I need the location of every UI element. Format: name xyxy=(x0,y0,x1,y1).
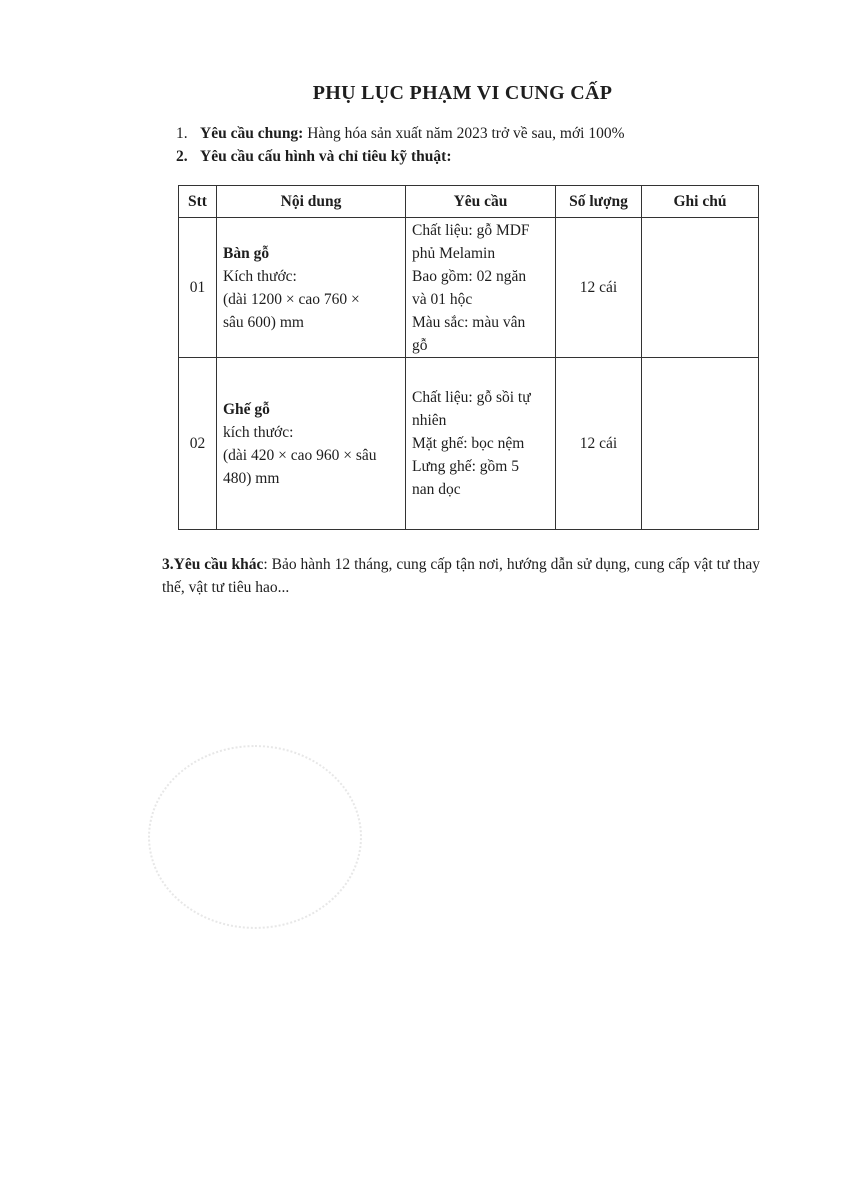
item-detail: kích thước: xyxy=(223,423,294,441)
table-row xyxy=(179,358,759,530)
other-requirements-text: : Bảo hành 12 tháng, cung cấp tận nơi, hướng dẫn sử dụng, cung cấp vật tư thay thế, vật tư tiêu hao... xyxy=(162,556,760,596)
requirement-line: Màu sắc: màu vân xyxy=(412,313,526,331)
requirement-line: Chất liệu: gỗ MDF xyxy=(412,221,530,239)
row-quantity: 12 cái xyxy=(556,218,642,358)
config-requirement-number: 2. xyxy=(176,148,188,165)
header-requirement: Yêu cầu xyxy=(406,186,556,218)
row-quantity: 12 cái xyxy=(556,358,642,530)
requirement-line: Mặt ghế: bọc nệm xyxy=(412,435,525,452)
item-detail: (dài 420 × cao 960 × sâu xyxy=(223,446,377,464)
requirement-line: nan dọc xyxy=(412,481,461,498)
item-name: Bàn gỗ xyxy=(223,244,270,262)
faint-seal-mark xyxy=(148,745,362,929)
requirement-line: Lưng ghế: gồm 5 xyxy=(412,458,519,475)
config-requirement-label: Yêu cầu cấu hình và chỉ tiêu kỹ thuật: xyxy=(200,148,452,165)
general-requirement-number: 1. xyxy=(176,125,188,142)
row-note xyxy=(642,218,759,358)
config-requirement xyxy=(176,147,451,167)
header-content: Nội dung xyxy=(217,186,406,218)
item-detail: (dài 1200 × cao 760 × xyxy=(223,290,360,308)
row-note xyxy=(642,358,759,530)
general-requirement-text: Hàng hóa sản xuất năm 2023 trở về sau, mới 100% xyxy=(307,125,625,142)
row-stt: 01 xyxy=(179,218,217,358)
requirement-line: Chất liệu: gỗ sồi tự xyxy=(412,389,531,406)
requirement-line: nhiên xyxy=(412,412,447,429)
row-requirement xyxy=(406,358,556,530)
requirement-line: Bao gồm: 02 ngăn xyxy=(412,267,527,285)
header-stt: Stt xyxy=(179,186,217,218)
general-requirement xyxy=(176,124,625,144)
requirement-line: gỗ xyxy=(412,336,428,354)
general-requirement-label: Yêu cầu chung: xyxy=(200,125,304,142)
spec-table xyxy=(178,185,759,530)
other-requirements-label: 3.Yêu cầu khác xyxy=(162,556,264,573)
table-row xyxy=(179,218,759,358)
row-content xyxy=(217,218,406,358)
requirement-line: và 01 hộc xyxy=(412,290,473,308)
page-title: PHỤ LỤC PHẠM VI CUNG CẤP xyxy=(312,82,613,104)
item-detail: Kích thước: xyxy=(223,267,297,285)
table-header-row xyxy=(179,186,759,218)
item-detail: 480) mm xyxy=(223,469,280,487)
header-quantity: Số lượng xyxy=(556,186,642,218)
item-detail: sâu 600) mm xyxy=(223,313,304,331)
row-stt: 02 xyxy=(179,358,217,530)
row-content xyxy=(217,358,406,530)
requirement-line: phủ Melamin xyxy=(412,244,496,262)
row-requirement xyxy=(406,218,556,358)
header-note: Ghi chú xyxy=(642,186,759,218)
item-name: Ghế gỗ xyxy=(223,400,270,418)
other-requirements xyxy=(162,553,760,599)
